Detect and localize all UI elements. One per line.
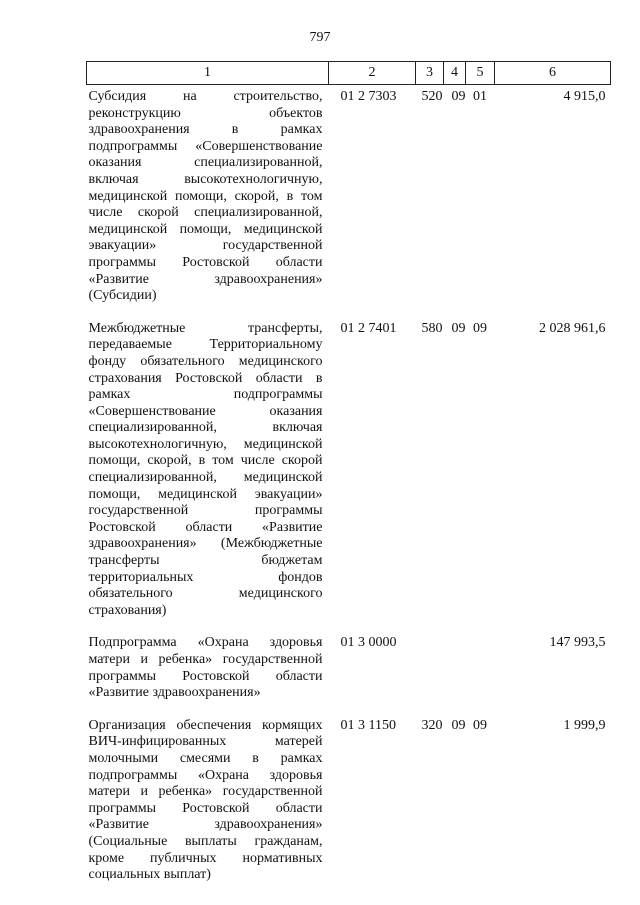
row-target-code: 01 2 7303 <box>340 89 397 104</box>
table-header <box>87 62 611 85</box>
header-cell-4: 4 <box>444 62 466 85</box>
row-amount: 147 993,5 <box>549 635 606 651</box>
row-target-code: 01 2 7401 <box>340 320 397 336</box>
row-amount: 1 999,9 <box>563 717 606 733</box>
row-subsection: 09 <box>473 717 487 733</box>
budget-table <box>86 61 611 894</box>
row-expense-type: 580 <box>421 320 443 336</box>
table-row <box>87 629 611 711</box>
header-cell-6: 6 <box>495 62 611 85</box>
row-subsection: 01 <box>473 89 487 104</box>
row-subsection <box>466 629 495 711</box>
row-amount: 2 028 961,6 <box>539 320 606 336</box>
row-section: 09 <box>451 717 466 733</box>
row-expense-type: 320 <box>421 717 443 733</box>
table-row <box>87 712 611 894</box>
header-cell-2: 2 <box>329 62 416 85</box>
row-description: Подпрограмма «Охрана здоровья матери и ребенка» государственной программы Ростовской области «Развитие здравоохранения» <box>88 635 323 701</box>
row-target-code: 01 3 1150 <box>340 717 396 733</box>
header-cell-1: 1 <box>87 62 329 85</box>
table-row <box>87 85 611 315</box>
table-body <box>87 85 611 894</box>
row-description: Организация обеспечения кормящих ВИЧ-инфицированных матерей молочными смесями в рамках подпрограммы «Охрана здоровья матери и ребенка» государственной программы Ростовской области «Развитие здравоохранения» (Социальные выплаты гражданам, кроме публичных нормативных социальных выплат) <box>88 717 323 883</box>
row-section: 09 <box>451 320 466 336</box>
row-expense-type: 520 <box>421 89 443 104</box>
row-subsection: 09 <box>473 320 487 336</box>
row-section <box>444 629 466 711</box>
row-expense-type <box>416 629 444 711</box>
header-cell-5: 5 <box>466 62 495 85</box>
header-cell-3: 3 <box>416 62 444 85</box>
table-row <box>87 315 611 630</box>
page-number: 797 <box>309 30 331 45</box>
row-amount: 4 915,0 <box>563 89 606 104</box>
row-description: Межбюджетные трансферты, передаваемые Территориальному фонду обязательного медицинского страхования Ростовской области в рамках подпрограммы «Совершенствование оказания специализированной, включая высокотехнологичную, медицинской помощи, скорой, в том числе скорой специализированной, медицинской помощи, медицинской эвакуации» государственной программы Ростовской области «Развитие здравоохранения» (Межбюджетные трансферты бюджетам территориальных фондов обязательного медицинского страхования) <box>88 320 323 618</box>
row-target-code: 01 3 0000 <box>340 635 397 651</box>
row-description: Субсидия на строительство, реконструкцию объектов здравоохранения в рамках подпрограммы «Совершенствование оказания специализированной, включая высокотехнологичную, медицинской помощи, скорой, в том числе скорой специализированной, медицинской помощи, медицинской эвакуации» государственной программы Ростовской области «Развитие здравоохранения» (Субсидии) <box>88 89 323 304</box>
row-section: 09 <box>451 89 466 104</box>
